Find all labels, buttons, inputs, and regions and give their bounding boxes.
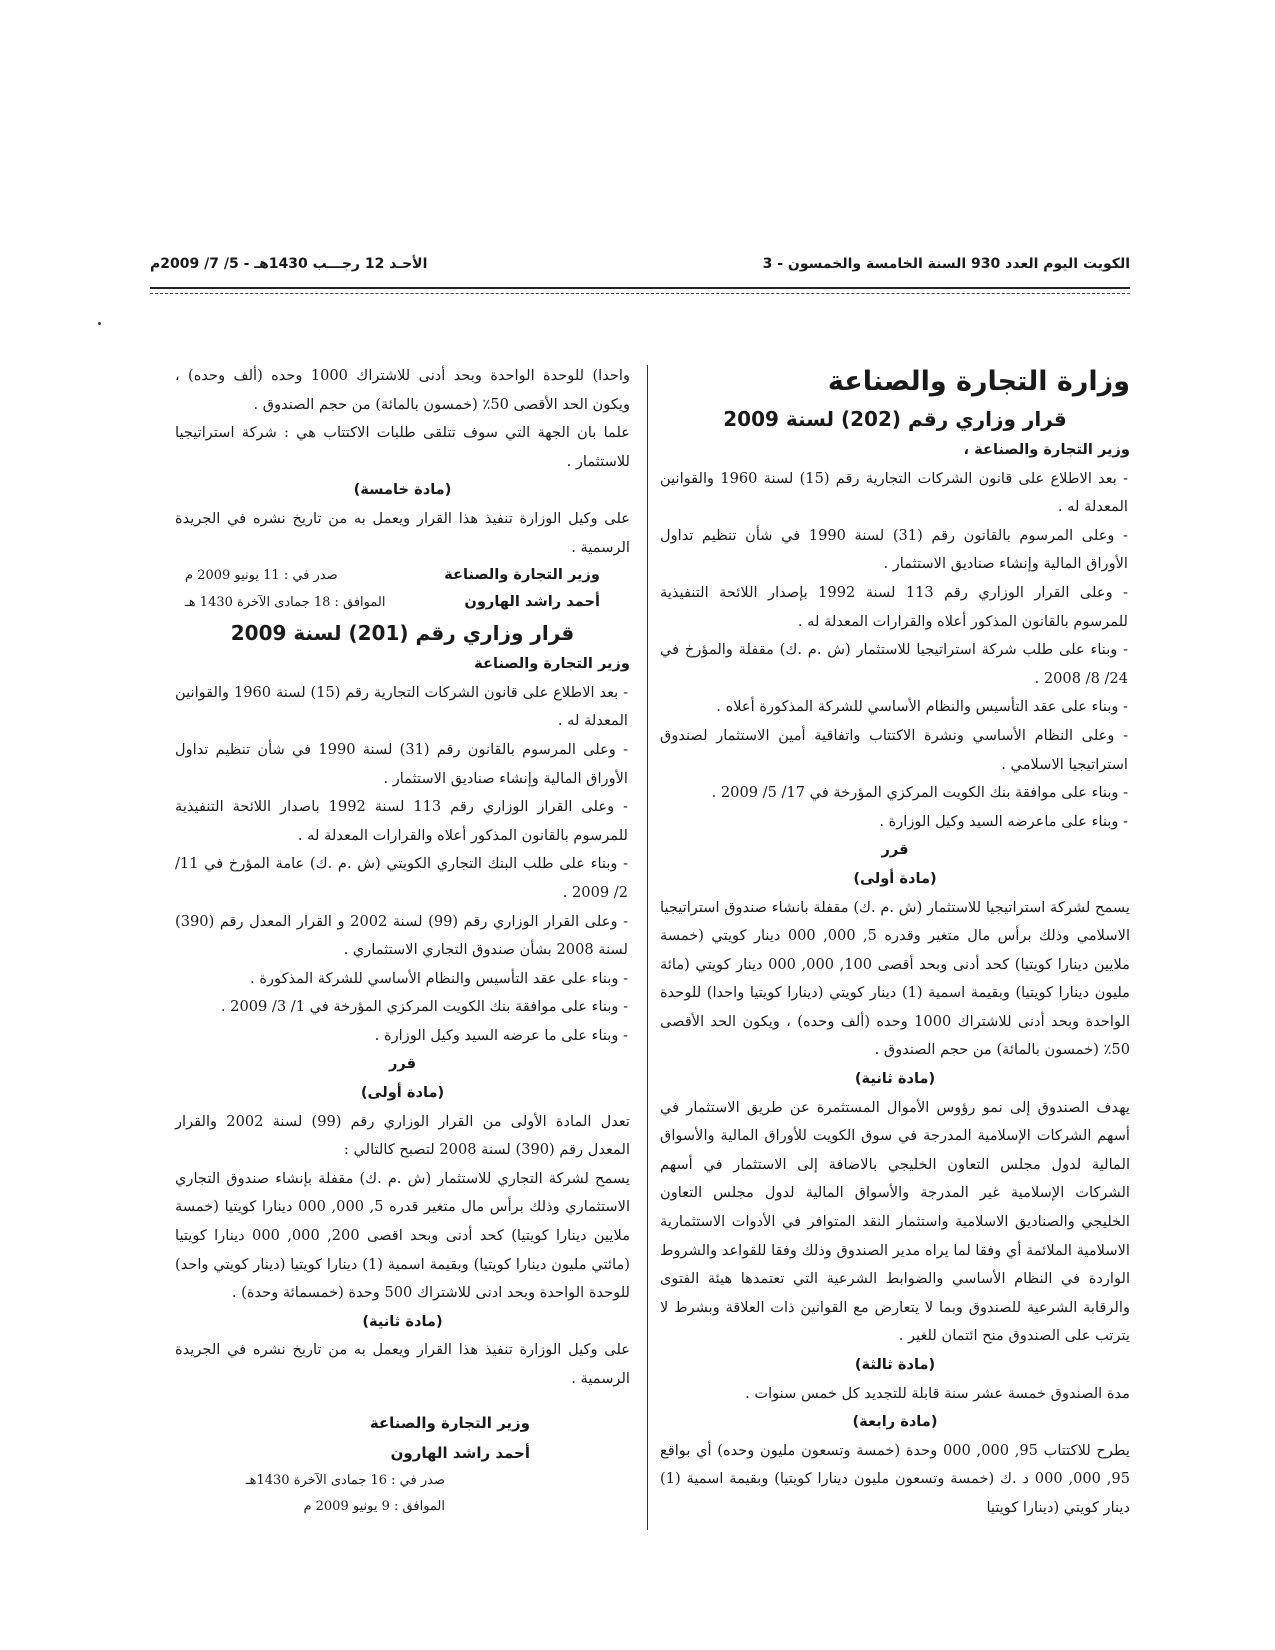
recital-item: - وبناء على طلب شركة استراتيجيا للاستثمار (ش .م .ك) مقفلة والمؤرخ في 24/ 8/ 2008 . <box>660 641 1128 687</box>
article-1-201-text: تعدل المادة الأولى من القرار الوزاري رقم (99) لسنة 2002 والقرار المعدل رقم (390) لسنة 2008 لتصبح كالتالي : <box>175 1112 630 1159</box>
recital-201-item: - وعلى القرار الوزاري رقم 113 لسنة 1992 باصدار اللائحة التنفيذية للمرسوم بالقانون المذكور أعلاه والقرارات المعدلة له . <box>175 798 628 844</box>
article-4-continuation: واحدا) للوحدة الواحدة وبحد أدنى للاشتراك 1000 وحده (ألف وحده) ، ويكون الحد الأقصى 50٪ (خمسون بالمائة) من حجم الصندوق . <box>175 367 631 413</box>
header-date: الأحـد 12 رجـــب 1430هـ - 5/ 7/ 2009م <box>150 256 428 272</box>
signature-block-202 <box>175 562 630 616</box>
article-3-heading: (مادة ثالثة) <box>854 1356 936 1373</box>
article-2-text: يهدف الصندوق إلى نمو رؤوس الأموال المستثمرة عن طريق الاستثمار في أسهم الشركات الإسلامية المدرجة في سوق الكويت للأوراق المالية والأسواق المالية لدول مجلس التعاون الخليجي بالاضافة إلى الاستثمار في أسهم الشركات الإسلامية غير المدرجة والأسواق المالية لدول مجلس التعاون الخليجي والصناديق الاسلامية واستثمار النقد المتوافر في الأدوات الاستثمارية الاسلامية الملائمة أي وفقا لما يراه مدير الصندوق وذلك وفقا للقواعد والشروط الواردة في النظام الأساسي والضوابط الشرعية التي تعتمدها هيئة الفتوى والرقابة الشرعية للصندوق وبما لا يتعارض مع القوانين ذات العلاقة وبشرط لا يترتب على الصندوق منح ائتمان للغير . <box>660 1098 1130 1345</box>
scan-speck <box>98 322 101 325</box>
header-issue-info: الكويت اليوم العدد 930 السنة الخامسة والخمسون - 3 <box>762 256 1130 272</box>
recital-201-item: - وبناء على طلب البنك التجاري الكويتي (ش .م .ك) عامة المؤرخ في 11/ 2/ 2009 . <box>175 855 628 901</box>
signature-201-gregorian-date: الموافق : 9 يونيو 2009 م <box>303 1498 445 1514</box>
left-column <box>175 362 630 1520</box>
article-1-201-body: يسمح لشركة التجاري للاستثمار (ش .م .ك) مقفلة بإنشاء صندوق التجاري الاستثماري وذلك برأس مال متغير قدره 5, 000, 000 دينارا كويتيا (خمسة ملايين دينارا كويتيا) كحد أدنى وبحد اقصى 200, 000, 000 دينارا كويتيا (مائتي مليون دينارا كويتيا) وبقيمة اسمية (1) دينارا كويتيا (دينار كويتي واحد) للوحدة الواحدة وبحد ادنى للاشتراك 500 وحدة (خمسمائة وحدة) . <box>175 1169 631 1302</box>
page-header <box>150 252 1130 278</box>
recital-201-item: - وبناء على عقد التأسيس والنظام الأساسي للشركة المذكورة . <box>250 969 628 987</box>
decided-201-heading: قرر <box>388 1055 417 1073</box>
signature-minister-name: أحمد راشد الهارون <box>464 593 600 611</box>
article-1-text: يسمح لشركة استراتيجيا للاستثمار (ش .م .ك) مقفلة بانشاء صندوق استراتيجيا الاسلامي وذلك برأس مال متغير وقدره 5, 000, 000 دينار كويتي (خمسة ملايين دينارا كويتيا) كحد أدنى وبحد أقصى 100, 000, 000 دينار كويتي (مائة مليون دينارا كويتيا) وبقيمة اسمية (1) دينار كويتي (دينارا كويتيا واحدا) للوحدة الواحدة وبحد أدنى للاشتراك 1000 وحده (ألف وحده) ، ويكون الحد الأقصى 50٪ (خمسون بالمائة) من حجم الصندوق . <box>660 898 1131 1059</box>
recital-item: - وعلى المرسوم بالقانون رقم (31) لسنة 1990 في شأن تنظيم تداول الأوراق المالية وإنشاء صناديق الاستثمار . <box>660 526 1128 573</box>
recital-201-item: - وبناء على ما عرضه السيد وكيل الوزارة . <box>374 1026 628 1044</box>
article-3-text: مدة الصندوق خمسة عشر سنة قابلة للتجديد كل خمس سنوات . <box>745 1384 1130 1402</box>
right-column <box>660 362 1130 1523</box>
signature-minister-title: وزير التجارة والصناعة <box>444 566 600 584</box>
article-4-text: يطرح للاكتتاب 95, 000, 000 وحدة (خمسة وتسعون مليون وحده) أي بواقع 95, 000, 000 د .ك (خمسة وتسعون مليون دينارا كويتيا) وبقيمة اسمية (1) دينار كويتي (دينارا كويتيا <box>660 1441 1130 1516</box>
recital-item: - وبناء على موافقة بنك الكويت المركزي المؤرخة في 17/ 5/ 2009 . <box>711 784 1128 802</box>
article-2-heading: (مادة ثانية) <box>854 1070 936 1088</box>
spacer <box>175 1394 630 1408</box>
column-divider <box>647 365 648 1530</box>
article-2-201-heading: (مادة ثانية) <box>362 1312 443 1330</box>
recital-item: - وعلى النظام الأساسي ونشرة الاكتتاب واتفاقية أمين الاستثمار لصندوق استراتيجيا الاسلامي . <box>660 726 1128 773</box>
recital-201-item: - بعد الاطلاع على قانون الشركات التجارية رقم (15) لسنة 1960 والقوانين المعدلة له . <box>175 683 628 730</box>
recital-item: - بعد الاطلاع على قانون الشركات التجارية رقم (15) لسنة 1960 والقوانين المعدلة له . <box>660 469 1128 516</box>
header-rule <box>150 287 1130 294</box>
article-4-heading: (مادة رابعة) <box>852 1413 938 1431</box>
recital-201-item: - وعلى المرسوم بالقانون رقم (31) لسنة 1990 في شأن تنظيم تداول الأوراق المالية وإنشاء صناديق الاستثمار . <box>175 740 628 787</box>
article-1-heading: (مادة أولى) <box>853 869 937 887</box>
article-2-201-text: على وكيل الوزارة تنفيذ هذا القرار ويعمل به من تاريخ نشره في الجريدة الرسمية . <box>175 1341 630 1387</box>
decision-201-title: قرار وزاري رقم (201) لسنة 2009 <box>230 621 575 646</box>
minister-line-201: وزير التجارة والصناعة <box>474 655 630 673</box>
signature-201-minister-title: وزير التجارة والصناعة <box>369 1413 530 1432</box>
signature-201-hijri-date: صدر في : 16 جمادى الآخرة 1430هـ <box>245 1472 445 1488</box>
recital-201-item: - وبناء على موافقة بنك الكويت المركزي المؤرخة في 1/ 3/ 2009 . <box>220 998 628 1016</box>
signature-201-minister-name: أحمد راشد الهارون <box>390 1443 530 1462</box>
article-5-heading: (مادة خامسة) <box>353 481 452 499</box>
decided-heading: قرر <box>881 841 909 859</box>
decision-202-title: قرار وزاري رقم (202) لسنة 2009 <box>723 407 1067 431</box>
minister-line: وزير التجارة والصناعة ، <box>963 441 1130 458</box>
signature-hijri-date: الموافق : 18 جمادى الآخرة 1430 هـ <box>185 595 386 611</box>
signature-issued-date: صدر في : 11 يونيو 2009 م <box>185 568 338 584</box>
article-5-text: على وكيل الوزارة تنفيذ هذا القرار ويعمل به من تاريخ نشره في الجريدة الرسمية . <box>175 509 630 556</box>
ministry-heading: وزارة التجارة والصناعة <box>827 366 1130 397</box>
recital-item: - وبناء على ماعرضه السيد وكيل الوزارة . <box>879 812 1128 830</box>
recital-item: - وبناء على عقد التأسيس والنظام الأساسي للشركة المذكورة أعلاه . <box>716 698 1128 716</box>
article-1-201-heading: (مادة أولى) <box>360 1084 445 1102</box>
subscription-notice: علما بان الجهة التي سوف تتلقى طلبات الاكتتاب هي : شركة استراتيجيا للاستثمار . <box>175 424 630 470</box>
recital-item: - وعلى القرار الوزاري رقم 113 لسنة 1992 بإصدار اللائحة التنفيذية للمرسوم بالقانون المذكور أعلاه والقرارات المعدلة له . <box>660 583 1128 630</box>
recital-201-item: - وعلى القرار الوزاري رقم (99) لسنة 2002 و القرار المعدل رقم (390) لسنة 2008 بشأن صندوق التجاري الاستثماري . <box>175 912 628 959</box>
